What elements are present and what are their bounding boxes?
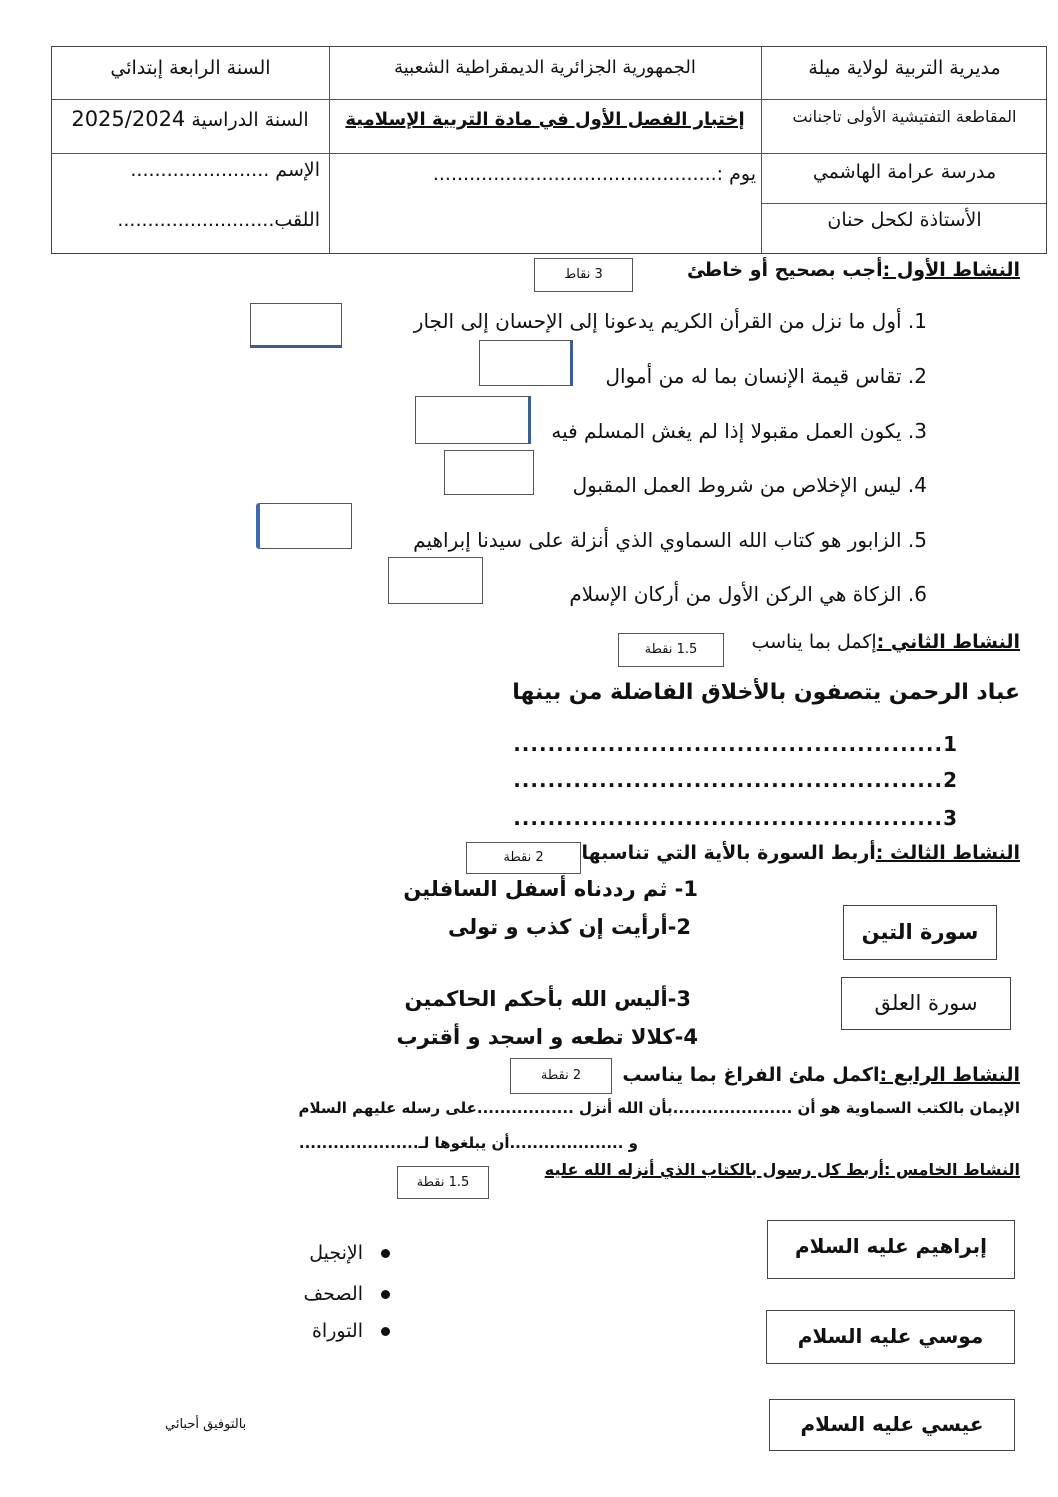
answer-box-2[interactable] — [479, 340, 573, 386]
grade-text: السنة الرابعة إبتدائي — [110, 57, 271, 79]
republic-name: الجمهورية الجزائرية الديمقراطية الشعبية — [394, 57, 696, 78]
verse-3: 3-أليس الله بأحكم الحاكمين — [404, 987, 691, 1011]
activity4-line-1[interactable]: الإيمان بالكتب السماوية هو أن .....................بأن الله أنزل .................على رسله عليهم السلام — [298, 1099, 1020, 1117]
divider — [52, 99, 1046, 100]
activity5-points-box: 1.5 نقطة — [397, 1166, 489, 1199]
bullet-icon — [381, 1290, 390, 1299]
bullet-icon — [381, 1327, 390, 1336]
activity3-label: النشاط الثالث : — [875, 842, 1020, 864]
book-label: التوراة — [311, 1320, 363, 1342]
activity1-item-6: 6. الزكاة هي الركن الأول من أركان الإسلام — [569, 582, 927, 606]
activity3-instruction: أربط السورة بالأية التي تناسبها — [581, 842, 876, 864]
teacher-name: الأستاذة لكحل حنان — [827, 209, 982, 231]
activity1-item-1: 1. أول ما نزل من القرأن الكريم يدعونا إلى الإحسان إلى الجار — [413, 309, 927, 333]
activity1-item-5: 5. الزابور هو كتاب الله السماوي الذي أنزلة على سيدنا إبراهيم — [413, 528, 927, 552]
activity2-heading — [751, 631, 1020, 653]
answer-box-4[interactable] — [444, 450, 534, 495]
answer-box-5[interactable] — [256, 503, 352, 549]
answer-box-3[interactable] — [415, 396, 531, 444]
header-table — [51, 46, 1047, 254]
activity2-line-3[interactable]: 3.................................................. — [513, 806, 958, 830]
answer-box-6[interactable] — [388, 557, 483, 604]
verse-4: 4-كلالا تطعه و اسجد و أقترب — [396, 1025, 698, 1049]
activity1-instruction: أجب بصحيح أو خاطئ — [686, 259, 883, 281]
activity4-instruction: اكمل ملئ الفراغ بما يناسب — [622, 1064, 880, 1086]
activity4-line-2[interactable]: و ....................أن يبلغوها لـ..................... — [298, 1134, 638, 1152]
book-label: الإنجيل — [309, 1242, 363, 1264]
verse-1: 1- ثم رددناه أسفل السافلين — [403, 877, 698, 901]
divider — [761, 203, 1046, 204]
closing-note: بالتوفيق أحبائي — [165, 1417, 247, 1432]
student-name-field[interactable]: الإسم ....................... — [130, 159, 320, 181]
divider — [52, 153, 1046, 154]
activity1-item-3: 3. يكون العمل مقبولا إذا لم يغش المسلم فيه — [551, 419, 927, 443]
activity1-item-2: 2. تقاس قيمة الإنسان بما له من أموال — [605, 364, 927, 388]
book-label: الصحف — [303, 1283, 363, 1305]
bullet-icon — [381, 1249, 390, 1258]
activity2-label: النشاط الثاني : — [876, 631, 1020, 653]
book-item-injil[interactable] — [309, 1242, 390, 1264]
directorate: مديرية التربية لولاية ميلة — [808, 57, 1001, 79]
activity2-line-1[interactable]: 1.................................................. — [513, 732, 958, 756]
verse-2: 2-أرأيت إن كذب و تولى — [448, 915, 691, 939]
activity5-heading — [545, 1160, 1020, 1179]
activity1-label: النشاط الأول : — [882, 259, 1020, 281]
book-item-suhuf[interactable] — [304, 1283, 390, 1305]
activity4-label: النشاط الرابع : — [879, 1064, 1020, 1086]
book-item-tawrat[interactable] — [312, 1320, 390, 1342]
activity3-heading — [582, 842, 1021, 864]
prophet-box-ibrahim[interactable]: إبراهيم عليه السلام — [767, 1220, 1015, 1279]
activity2-instruction: إكمل بما يناسب — [751, 631, 877, 653]
school-name: مدرسة عرامة الهاشمي — [812, 161, 997, 183]
school-year-value: 2025/2024 — [71, 107, 186, 131]
inspectorate: المقاطعة التفتيشية الأولى تاجنانت — [792, 107, 1017, 126]
activity1-item-4: 4. ليس الإخلاص من شروط العمل المقبول — [572, 473, 927, 497]
surah-box-tin[interactable]: سورة التين — [843, 905, 997, 960]
activity5-instruction: أربط كل رسول بالكتاب الذي أنزله الله عليه — [544, 1160, 884, 1179]
activity2-points-box: 1.5 نقطة — [618, 633, 724, 667]
activity2-line-2[interactable]: 2.................................................. — [513, 768, 958, 792]
exam-title: إختبار الفصل الأول في مادة التربية الإسلامية — [345, 109, 745, 130]
surah-box-alaq[interactable]: سورة العلق — [841, 977, 1011, 1030]
student-surname-field[interactable]: اللقب.......................... — [117, 209, 320, 231]
answer-box-1[interactable] — [250, 303, 342, 348]
day-field[interactable]: يوم :............................................... — [432, 163, 756, 185]
activity2-prompt: عباد الرحمن يتصفون بالأخلاق الفاضلة من بينها — [512, 680, 1020, 705]
prophet-box-musa[interactable]: موسي عليه السلام — [766, 1310, 1015, 1364]
grade-level — [52, 57, 329, 79]
prophet-box-isa[interactable]: عيسي عليه السلام — [769, 1399, 1015, 1451]
activity4-heading — [622, 1064, 1020, 1086]
activity1-points-box: 3 نقاط — [534, 258, 633, 292]
activity1-heading — [687, 259, 1020, 281]
school-year — [56, 107, 324, 131]
activity4-points-box: 2 نقطة — [510, 1058, 612, 1094]
school-year-label: السنة الدراسية — [191, 109, 309, 131]
activity3-points-box: 2 نقطة — [466, 842, 581, 874]
activity5-label: النشاط الخامس : — [883, 1160, 1020, 1179]
